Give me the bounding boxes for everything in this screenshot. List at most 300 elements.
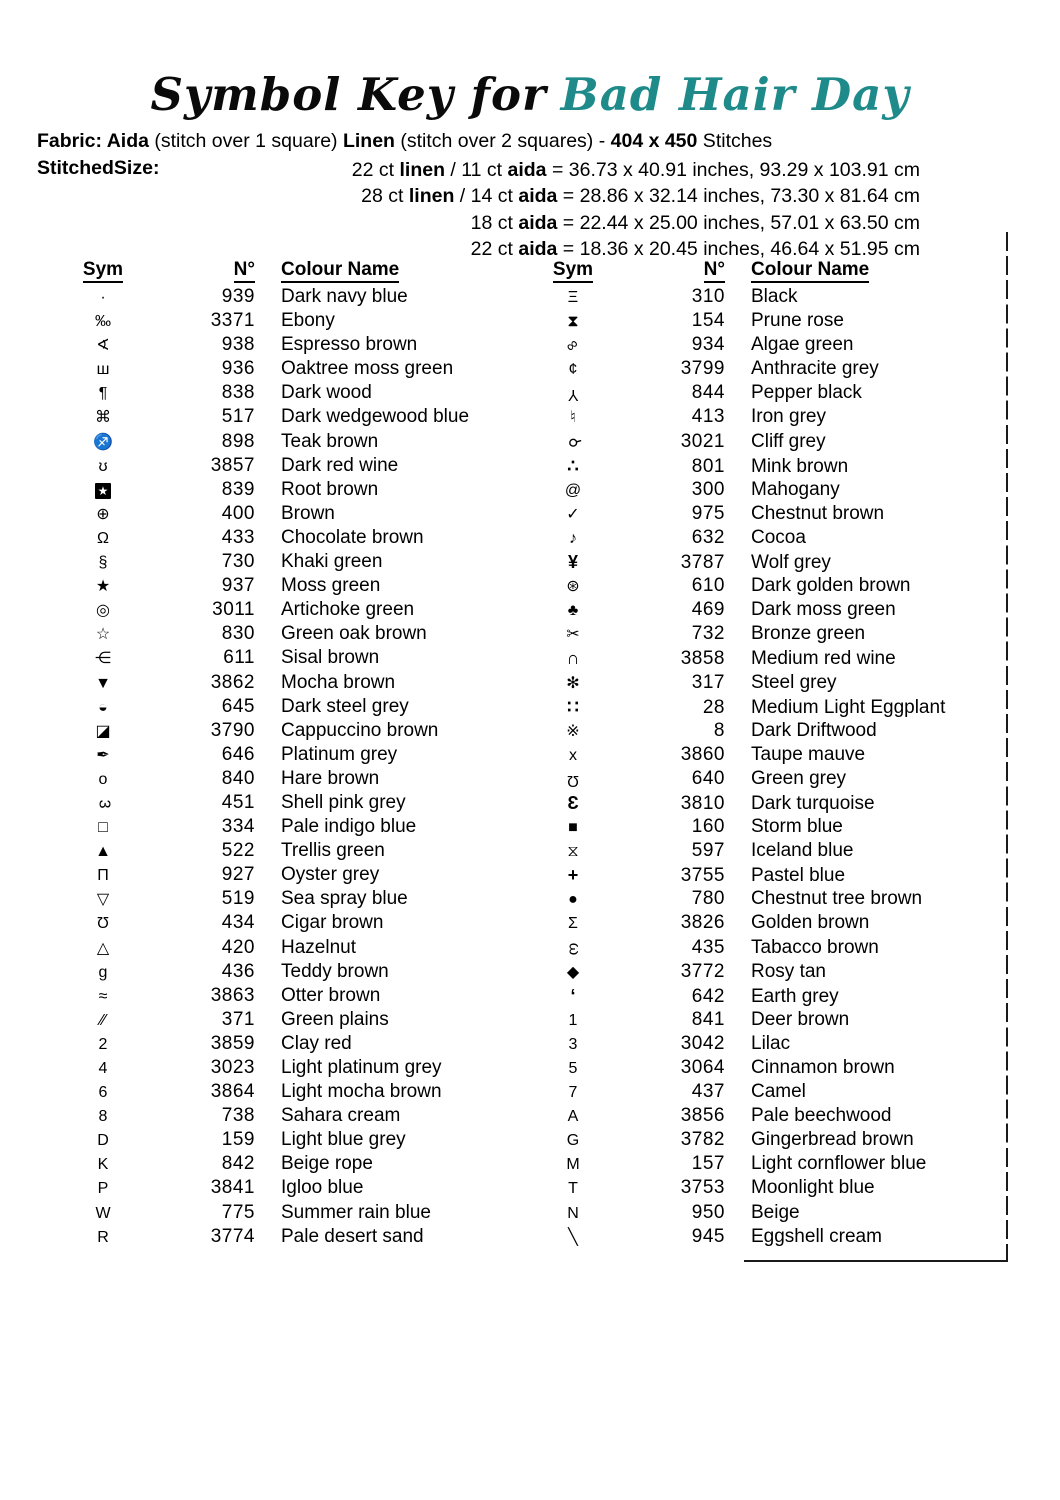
stitch-symbol-glyph: 1 (568, 1011, 578, 1029)
floss-number: 841 (691, 1008, 725, 1030)
floss-number: 934 (691, 334, 725, 356)
stitch-symbol-glyph: ¥ (567, 552, 578, 573)
symbol-cell (75, 720, 131, 744)
stitch-symbol-glyph: ◎ (96, 602, 110, 620)
stitch-symbol-glyph: ◒ (98, 698, 108, 716)
symbol-cell (75, 1057, 131, 1081)
symbol-cell (545, 1153, 601, 1177)
floss-number: 3859 (210, 1032, 255, 1054)
text-segment: (stitch over 1 square) (148, 130, 343, 152)
key-row (545, 1032, 1005, 1056)
symbol-cell (75, 1226, 131, 1250)
floss-number: 632 (691, 526, 725, 548)
colour-name: Clay red (281, 1032, 352, 1054)
key-row (545, 695, 1005, 719)
colour-name: Beige (751, 1201, 800, 1223)
symbol-cell (75, 792, 131, 816)
floss-number: 420 (221, 936, 255, 958)
stitch-symbol-glyph: □ (98, 819, 108, 837)
key-row (75, 646, 527, 670)
floss-number: 842 (221, 1153, 255, 1175)
text-segment: Stitches (697, 130, 773, 152)
key-row (545, 839, 1005, 863)
key-row (545, 1176, 1005, 1200)
stitch-symbol-glyph: g (98, 963, 108, 981)
stitch-symbol-glyph: ≈ (98, 987, 108, 1005)
stitch-symbol-glyph: W (95, 1204, 111, 1222)
colour-name: Iron grey (751, 406, 826, 428)
stitch-symbol-glyph: ¶ (98, 385, 108, 403)
floss-number: 645 (221, 695, 255, 717)
stitch-symbol-glyph: ∩ (566, 648, 580, 669)
stitch-symbol-glyph: T (568, 1180, 578, 1198)
key-row (545, 550, 1005, 574)
key-row (545, 1225, 1005, 1249)
floss-number: 3810 (680, 792, 725, 814)
symbol-cell (75, 744, 131, 768)
floss-number: 3858 (680, 648, 725, 670)
floss-number: 436 (221, 960, 255, 982)
floss-number: 3799 (680, 358, 725, 380)
floss-number: 517 (221, 406, 255, 428)
key-row (75, 478, 527, 502)
floss-number: 160 (691, 816, 725, 838)
symbol-cell (75, 310, 131, 334)
floss-number: 469 (691, 599, 725, 621)
floss-number: 154 (691, 310, 725, 332)
colour-name: Beige rope (281, 1153, 373, 1175)
key-row (545, 454, 1005, 478)
stitch-symbol-glyph: 7 (568, 1084, 578, 1102)
key-header (545, 259, 1005, 285)
stitch-symbol-glyph: ⧖ (567, 843, 579, 861)
symbol-cell (545, 863, 601, 889)
text-segment: / 11 ct (445, 159, 508, 181)
symbol-cell (545, 984, 601, 1010)
colour-name: Bronze green (751, 623, 866, 645)
colour-name: Algae green (751, 334, 854, 356)
colour-name: Pastel blue (751, 865, 846, 887)
floss-number: 3772 (680, 960, 725, 982)
floss-number: 780 (691, 888, 725, 910)
key-row (545, 598, 1005, 622)
colour-name: Cappuccino brown (281, 719, 439, 741)
key-row (75, 671, 527, 695)
colour-name: Chestnut brown (751, 502, 885, 524)
key-row (545, 743, 1005, 767)
key-row (75, 1032, 527, 1056)
key-row (75, 285, 527, 309)
stitch-symbol-glyph: ☆ (95, 626, 111, 644)
stitch-symbol-glyph: ※ (566, 722, 580, 740)
stitched-size-label: StitchedSize: (37, 157, 160, 179)
key-row (545, 791, 1005, 815)
floss-number: 300 (691, 478, 725, 500)
symbol-cell (545, 791, 601, 817)
floss-number: 3371 (210, 310, 255, 332)
stitched-size-line (200, 157, 920, 183)
symbol-cell (545, 527, 601, 551)
key-row (75, 887, 527, 911)
header-sym: Sym (75, 259, 131, 281)
stitch-symbol-glyph: N (567, 1204, 579, 1222)
floss-number: 950 (691, 1201, 725, 1223)
colour-name: Mocha brown (281, 671, 396, 693)
stitch-symbol-glyph: § (98, 554, 108, 572)
colour-name: Prune rose (751, 310, 844, 332)
stitch-symbol-glyph: ∴ (567, 455, 579, 476)
key-row (75, 1176, 527, 1200)
text-segment: 404 x 450 (610, 130, 698, 152)
key-row (75, 1201, 527, 1225)
key-row (75, 454, 527, 478)
stitch-symbol-glyph: ⧗ (567, 313, 579, 331)
symbol-cell (545, 1009, 601, 1033)
symbol-cell (75, 888, 131, 912)
floss-number: 435 (691, 936, 725, 958)
symbol-cell (545, 1057, 601, 1081)
colour-name: Cocoa (751, 526, 806, 548)
symbol-cell (75, 985, 131, 1009)
stitch-symbol-glyph: Ʊ (97, 915, 109, 933)
key-row (75, 815, 527, 839)
floss-number: 3782 (680, 1129, 725, 1151)
symbol-cell (545, 286, 601, 310)
colour-name: Teddy brown (281, 960, 389, 982)
symbol-cell (545, 695, 601, 721)
key-row (75, 309, 527, 333)
key-row (75, 1152, 527, 1176)
colour-name: Deer brown (751, 1008, 850, 1030)
colour-name: Light cornflower blue (751, 1153, 927, 1175)
stitch-symbol-glyph: ⌘ (95, 409, 111, 427)
symbol-cell (545, 479, 601, 503)
symbol-cell (545, 454, 601, 480)
colour-name: Igloo blue (281, 1177, 364, 1199)
floss-number: 3826 (680, 912, 725, 934)
colour-name: Camel (751, 1081, 806, 1103)
symbol-cell (545, 912, 601, 936)
symbol-cell (545, 720, 601, 744)
header-number: N° (601, 259, 725, 281)
symbol-cell (75, 840, 131, 864)
stitch-symbol-glyph: 4 (98, 1060, 108, 1077)
floss-number: 519 (221, 888, 255, 910)
key-row (545, 984, 1005, 1008)
text-segment: aida (507, 159, 547, 181)
stitch-symbol-glyph: ‰ (95, 313, 111, 331)
colour-name: Taupe mauve (751, 743, 866, 765)
stitch-symbol-glyph: ★ (95, 483, 111, 499)
key-column-left (75, 259, 527, 1249)
stitch-symbol-glyph: Ξ (567, 289, 579, 306)
colour-name: Light platinum grey (281, 1057, 442, 1078)
text-segment: aida (518, 238, 558, 261)
stitch-symbol-glyph: ♪ (569, 529, 577, 547)
floss-number: 334 (221, 816, 255, 838)
key-row (545, 1201, 1005, 1225)
key-row (545, 863, 1005, 887)
key-row (75, 574, 527, 598)
symbol-cell (545, 382, 601, 406)
key-row (545, 1104, 1005, 1128)
colour-name: Eggshell cream (751, 1225, 882, 1247)
stitch-symbol-glyph: Σ (568, 915, 578, 933)
colour-name: Iceland blue (751, 840, 854, 862)
colour-name: Dark Driftwood (751, 719, 877, 741)
symbol-cell (75, 503, 131, 527)
colour-name: Green plains (281, 1008, 389, 1030)
key-row (75, 719, 527, 743)
colour-name: Sahara cream (281, 1105, 401, 1127)
key-row (545, 887, 1005, 911)
key-row (75, 405, 527, 429)
colour-name: Black (751, 286, 798, 307)
stitch-symbol-glyph: Ω (97, 529, 109, 547)
symbol-cell (545, 1033, 601, 1057)
text-segment: (stitch over 2 squares) - (394, 130, 611, 152)
header-colour-name: Colour Name (255, 259, 527, 281)
colour-name: Dark navy blue (281, 286, 408, 307)
stitch-symbol-glyph: 3 (568, 1035, 578, 1053)
text-segment: linen (399, 159, 445, 181)
colour-name: Pepper black (751, 382, 862, 404)
colour-name: Dark wood (281, 382, 372, 404)
floss-number: 975 (691, 502, 725, 524)
symbol-cell (545, 334, 601, 358)
colour-name: Green grey (751, 767, 847, 789)
stitch-symbol-glyph: 5 (568, 1060, 578, 1077)
colour-name: Lilac (751, 1032, 791, 1054)
colour-name: Dark steel grey (281, 695, 409, 717)
floss-number: 400 (221, 502, 255, 524)
colour-name: Summer rain blue (281, 1201, 431, 1223)
floss-number: 844 (691, 382, 725, 404)
key-row (75, 767, 527, 791)
stitch-symbol-glyph: ω (565, 942, 583, 955)
colour-name: Cinnamon brown (751, 1057, 895, 1078)
floss-number: 3011 (212, 599, 255, 621)
floss-number: 3023 (210, 1057, 255, 1078)
text-segment: Linen (342, 130, 395, 152)
stitch-symbol-glyph: ⊛ (566, 578, 580, 596)
symbol-cell (75, 1129, 131, 1153)
colour-name: Oaktree moss green (281, 358, 454, 380)
key-row (545, 719, 1005, 743)
colour-name: Medium red wine (751, 648, 896, 670)
colour-name: Wolf grey (751, 552, 831, 574)
stitch-symbol-glyph: ▼ (95, 674, 111, 692)
symbol-cell (545, 406, 601, 430)
key-row (545, 1128, 1005, 1152)
stitch-symbol-glyph: ¢ (568, 361, 578, 379)
key-row (545, 767, 1005, 791)
floss-number: 522 (221, 840, 255, 862)
symbol-cell (75, 599, 131, 623)
floss-number: 801 (691, 455, 725, 477)
stitched-size-lines (200, 157, 920, 263)
floss-number: 646 (221, 743, 255, 765)
symbol-cell (75, 864, 131, 888)
symbol-cell (545, 816, 601, 840)
key-row (75, 743, 527, 767)
floss-number: 597 (691, 840, 725, 862)
symbol-cell (545, 840, 601, 864)
colour-name: Moss green (281, 575, 381, 597)
colour-name: Dark wedgewood blue (281, 406, 470, 428)
key-row (545, 357, 1005, 381)
stitch-symbol-glyph: ✒ (96, 746, 110, 764)
key-row (545, 574, 1005, 598)
stitch-symbol-glyph: P (97, 1180, 109, 1198)
key-row (545, 911, 1005, 935)
symbol-cell (75, 1009, 131, 1033)
text-segment: linen (408, 185, 455, 208)
text-segment: 22 ct (351, 159, 400, 181)
colour-name: Sisal brown (281, 647, 380, 669)
stitch-symbol-glyph: △ (96, 939, 110, 957)
symbol-cell (75, 672, 131, 696)
floss-number: 3064 (680, 1057, 725, 1078)
colour-name: Light blue grey (281, 1129, 406, 1151)
floss-number: 437 (691, 1081, 725, 1103)
floss-number: 936 (221, 358, 255, 380)
floss-number: 738 (221, 1105, 255, 1127)
key-row (545, 646, 1005, 670)
key-row (545, 526, 1005, 550)
floss-number: 775 (221, 1201, 255, 1223)
symbol-cell (75, 286, 131, 310)
stitch-symbol-glyph: o (98, 770, 108, 788)
floss-number: 371 (221, 1008, 255, 1030)
symbol-cell (75, 768, 131, 792)
symbol-cell (75, 479, 131, 503)
symbol-cell (545, 575, 601, 599)
floss-number: 3042 (680, 1032, 725, 1054)
key-row (545, 1152, 1005, 1176)
stitch-symbol-glyph: ♣ (567, 602, 579, 620)
key-row (545, 405, 1005, 429)
colour-name: Hare brown (281, 767, 380, 789)
colour-name: Golden brown (751, 912, 870, 934)
floss-number: 3857 (210, 454, 255, 476)
colour-name: Medium Light Eggplant (751, 696, 946, 718)
floss-number: 611 (223, 647, 255, 669)
symbol-cell (75, 1033, 131, 1057)
header-colour-name: Colour Name (725, 259, 1005, 281)
colour-name: Trellis green (281, 840, 385, 862)
floss-number: 3787 (680, 552, 725, 574)
page-title (0, 68, 1060, 121)
colour-name: Green oak brown (281, 623, 427, 645)
table-right-border (1006, 232, 1008, 1262)
key-row (545, 309, 1005, 333)
floss-number: 927 (221, 864, 255, 886)
key-row (75, 430, 527, 454)
colour-name: Steel grey (751, 671, 837, 693)
key-row (75, 526, 527, 550)
floss-number: 3755 (680, 865, 725, 887)
key-row (545, 1080, 1005, 1104)
symbol-cell (75, 575, 131, 599)
floss-number: 3753 (680, 1177, 725, 1199)
symbol-cell (545, 1129, 601, 1153)
fabric-info-line (37, 130, 772, 153)
colour-name: Platinum grey (281, 743, 398, 765)
symbol-cell (75, 551, 131, 575)
stitch-symbol-glyph: Ω (567, 771, 579, 789)
floss-number: 3864 (210, 1081, 255, 1103)
key-row (545, 285, 1005, 309)
colour-name: Artichoke green (281, 599, 415, 621)
key-row (75, 960, 527, 984)
key-row (75, 839, 527, 863)
symbol-cell (545, 1202, 601, 1226)
key-row (75, 791, 527, 815)
floss-number: 642 (691, 985, 725, 1007)
stitch-symbol-glyph: ✓ (566, 505, 580, 523)
text-segment: aida (518, 211, 558, 234)
floss-number: 3863 (210, 984, 255, 1006)
colour-name: Dark red wine (281, 454, 399, 476)
floss-number: 28 (702, 696, 725, 718)
stitched-size-line (200, 210, 920, 236)
key-row (75, 622, 527, 646)
colour-name: Rosy tan (751, 960, 826, 982)
symbol-cell (75, 406, 131, 430)
floss-number: 945 (691, 1225, 725, 1247)
stitch-symbol-glyph: 6 (98, 1084, 108, 1102)
symbol-cell (75, 937, 131, 961)
floss-number: 898 (221, 430, 255, 452)
stitch-symbol-glyph: 8 (98, 1108, 108, 1126)
stitch-symbol-glyph: ∷ (567, 696, 579, 717)
symbol-cell (75, 912, 131, 936)
colour-name: Oyster grey (281, 864, 380, 886)
floss-number: 8 (713, 719, 725, 741)
stitch-symbol-glyph: M (566, 1156, 580, 1174)
key-header (75, 259, 527, 285)
key-row (75, 695, 527, 719)
stitch-symbol-glyph: ʊ (98, 457, 108, 475)
key-row (75, 1080, 527, 1104)
colour-name: Tabacco brown (751, 936, 879, 958)
stitch-symbol-glyph: ☌ (563, 432, 584, 453)
symbol-cell (545, 672, 601, 696)
stitch-symbol-glyph: ✻ (566, 674, 580, 692)
symbol-cell (545, 1105, 601, 1129)
symbol-cell (545, 623, 601, 647)
floss-number: 3862 (210, 671, 255, 693)
stitch-symbol-glyph: ■ (568, 819, 578, 837)
key-row (75, 863, 527, 887)
key-row (545, 671, 1005, 695)
colour-name: Shell pink grey (281, 791, 406, 813)
symbol-cell (75, 1202, 131, 1226)
colour-name: Mahogany (751, 478, 840, 500)
floss-number: 451 (221, 791, 255, 813)
text-segment: = 18.36 x 20.45 inches, 46.64 x 51.95 cm (557, 238, 920, 261)
colour-name: Cliff grey (751, 430, 826, 452)
floss-number: 939 (221, 286, 255, 307)
stitch-symbol-glyph: ★ (95, 578, 111, 596)
symbol-cell (545, 744, 601, 768)
key-row (545, 430, 1005, 454)
colour-name: Pale indigo blue (281, 816, 417, 838)
floss-number: 317 (691, 671, 725, 693)
floss-number: 610 (691, 575, 725, 597)
floss-number: 3790 (210, 719, 255, 741)
